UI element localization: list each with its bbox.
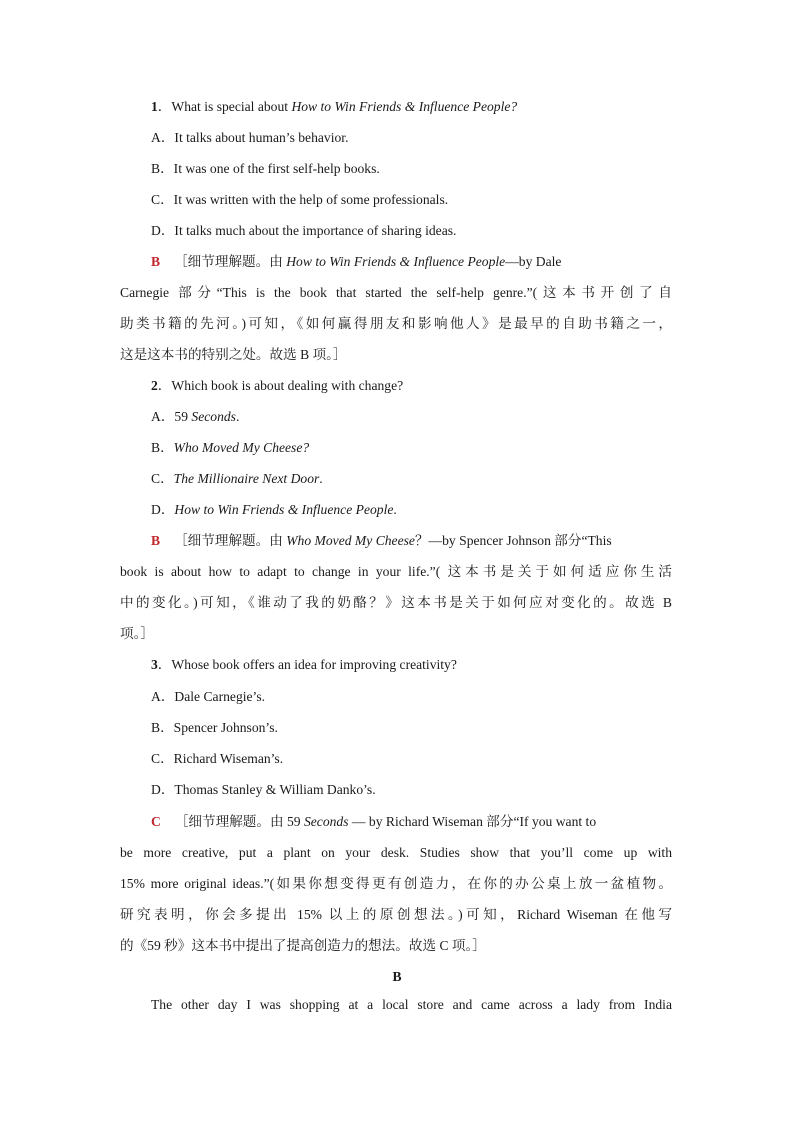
question-3-explanation-line-2: be more creative, put a plant on your desk. Studies show that you’ll come up with <box>120 845 672 860</box>
question-2-explanation-line-2: book is about how to adapt to change in your life.”( 这本书是关于如何适应你生活 <box>120 564 672 579</box>
question-2-explanation-line-1: B ［细节理解题。由 Who Moved My Cheese？—by Spencer Johnson 部分“This <box>151 533 612 548</box>
question-2-option-a: A．59 Seconds. <box>151 409 240 424</box>
question-1-option-b: B．It was one of the first self-help books. <box>151 161 380 176</box>
question-1-option-d: D．It talks much about the importance of sharing ideas. <box>151 223 457 238</box>
question-3-option-d: D．Thomas Stanley & William Danko’s. <box>151 782 376 797</box>
question-1-explanation-line-2: Carnegie 部分“This is the book that started the self-help genre.”(这本书开创了自 <box>120 285 672 300</box>
question-2-option-d: D．How to Win Friends & Influence People. <box>151 502 397 517</box>
answer-key: B <box>151 254 161 269</box>
question-2-stem: 2．Which book is about dealing with change? <box>151 378 404 393</box>
question-3-explanation-line-5: 的《59 秒》这本书中提出了提高创造力的想法。故选 C 项。］ <box>120 938 486 953</box>
question-1-explanation-line-1: B ［细节理解题。由 How to Win Friends & Influence People—by Dale <box>151 254 562 269</box>
answer-key: C <box>151 814 161 829</box>
answer-key: B <box>151 533 161 548</box>
question-2-option-b: B．Who Moved My Cheese? <box>151 440 310 455</box>
question-1-stem: 1．What is special about How to Win Friends & Influence People? <box>151 99 518 114</box>
question-3-explanation-line-3: 15% more original ideas.”(如果你想变得更有创造力，在你的办公桌上放一盆植物。 <box>120 876 672 891</box>
question-2-explanation-line-4: 项。］ <box>120 626 154 641</box>
question-3-explanation-line-4: 研究表明，你会多提出 15% 以上的原创想法。)可知，Richard Wiseman 在他写 <box>120 907 672 922</box>
question-3-option-c: C．Richard Wiseman’s. <box>151 751 284 766</box>
question-3-stem: 3．Whose book offers an idea for improving creativity? <box>151 657 457 672</box>
question-1-option-a: A．It talks about human’s behavior. <box>151 130 349 145</box>
question-2-option-c: C．The Millionaire Next Door. <box>151 471 323 486</box>
question-1-option-c: C．It was written with the help of some professionals. <box>151 192 449 207</box>
book-title: How to Win Friends & Influence People? <box>291 99 518 114</box>
question-2-explanation-line-3: 中的变化。)可知，《谁动了我的奶酪？》这本书是关于如何应对变化的。故选 B <box>120 595 672 610</box>
passage-first-line: The other day I was shopping at a local store and came across a lady from India <box>151 997 672 1012</box>
question-1-explanation-line-3: 助类书籍的先河。)可知，《如何赢得朋友和影响他人》是最早的自助书籍之一， <box>120 316 672 331</box>
question-3-explanation-line-1: C ［细节理解题。由 59 Seconds — by Richard Wiseman 部分“If you want to <box>151 814 597 829</box>
question-3-option-b: B．Spencer Johnson’s. <box>151 720 278 735</box>
question-1-explanation-line-4: 这是这本书的特别之处。故选 B 项。］ <box>120 347 347 362</box>
section-heading: B <box>392 969 402 984</box>
question-3-option-a: A．Dale Carnegie’s. <box>151 689 266 704</box>
